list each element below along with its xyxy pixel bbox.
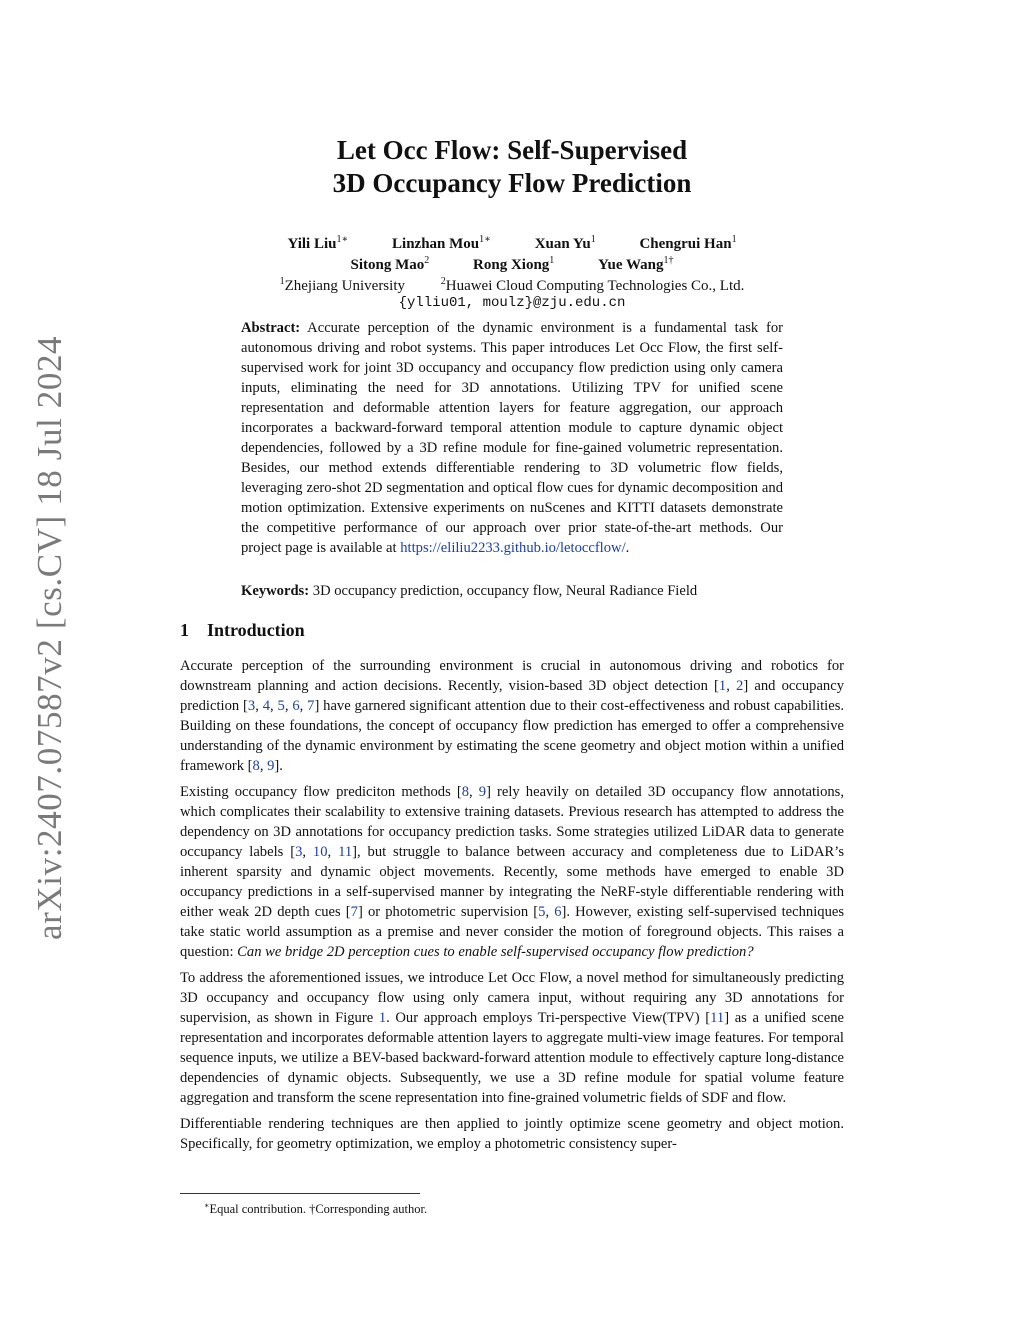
abstract: Abstract: Accurate perception of the dynamic environment is a fundamental task for autonomous driving and robot systems. This paper introduces Let Occ Flow, the first self-supervised work for joint 3D occupancy and occupancy flow prediction using only camera inputs, eliminating the need for 3D annotations. Utilizing TPV for unified scene representation and deformable attention layers for feature aggregation, our approach incorporates a backward-forward temporal attention module to capture dynamic object dependencies, followed by a 3D refine module for fine-gained volumetric representation. Besides, our method extends differentiable rendering to 3D volumetric flow fields, leveraging zero-shot 2D segmentation and optical flow cues for dynamic decomposition and motion optimization. Extensive experiments on nuScenes and KITTI datasets demonstrate the competitive performance of our approach over prior state-of-the-art methods. Our project page is available at https://eliliu2233.github.io/letoccflow/. (241, 320, 783, 556)
citation-link[interactable]: 2 (736, 678, 744, 694)
text-run: ] have garnered significant attention due to their cost-effectiveness and robust capabilities. Building on these foundations, the concept of occupancy flow prediction has emerged to offer a comprehensive understanding of the dynamic environment by estimating the scene geometry and object motion within a unified framework [ (180, 698, 845, 774)
text-run: ] rely heavily on detailed 3D occupancy flow annotations, which complicates their scalability to extensive training datasets. Previous research has attempted to address the dependency on 3D annotations for occupancy prediction tasks. Some strategies utilized LiDAR data to generate occupancy labels [ (180, 784, 845, 860)
affiliation-line (180, 271, 844, 292)
author: Linzhan Mou$^{1∗}$ (392, 234, 491, 252)
text-run: ]. However, existing self-supervised techniques take static world assumption as a premise and never consider the motion of foreground objects. This raises a question: (180, 904, 845, 960)
keywords (241, 581, 801, 601)
citation-link[interactable]: 10 (312, 844, 328, 860)
text-run: . Our approach employs Tri-perspective View(TPV) [ (386, 1010, 711, 1026)
citation-link[interactable]: 6 (554, 904, 562, 920)
citation-link[interactable]: 1 (718, 678, 727, 694)
text-run: ] as a unified scene representation and incorporates deformable attention layers to aggregate multi-view image features. For temporal sequence inputs, we utilize a BEV-based backward-forward attention module to effectively capture long-distance dependencies of dynamic objects. Subsequently, we use a 3D refine module for spatial volume feature aggregation and transform the scene representation into fine-grained volumetric fields of SDF and flow. (180, 1010, 844, 1106)
text-run: Accurate perception of the surrounding environment is crucial in autonomous driving and robotics for downstream planning and action decisions. Recently, vision-based 3D object detection [ (180, 658, 844, 694)
text-run: To address the aforementioned issues, we introduce Let Occ Flow, a novel method for simultaneously predicting 3D occupancy and occupancy flow using only camera input, without requiring any 3D annotations for supervision, as shown in Figure (180, 970, 844, 1026)
citation-link[interactable]: 7 (307, 698, 315, 714)
footnote: ∗Equal contribution. †Corresponding author. (204, 1201, 428, 1217)
text-run: , (302, 844, 313, 860)
citation-link[interactable]: 7 (350, 904, 358, 920)
abstract-label: Abstract: (241, 320, 301, 336)
section-number: 1 (180, 620, 189, 640)
introduction-body (180, 656, 844, 1160)
citation-link[interactable]: 3 (247, 698, 256, 714)
author: Xuan Yu$^1$ (534, 234, 596, 252)
text-run: , (545, 904, 555, 920)
citation-link[interactable]: 8 (252, 758, 260, 774)
paragraph (180, 968, 844, 1108)
citation-link[interactable]: 9 (478, 784, 487, 800)
section-title: Introduction (207, 620, 305, 640)
text-run: , (726, 678, 737, 694)
citation-link[interactable]: 3 (295, 844, 303, 860)
citation-link[interactable]: 5 (277, 698, 285, 714)
text-run: Differentiable rendering techniques are then applied to jointly optimize scene geometry and object motion. Specifically, for geometry optimization, we employ a photometric consistency super- (180, 1116, 844, 1152)
title-line-2: 3D Occupancy Flow Prediction (332, 168, 692, 198)
text-run: ] and occupancy prediction [ (180, 678, 844, 714)
text-run: , (469, 784, 479, 800)
text-run: , (284, 698, 293, 714)
citation-link[interactable]: 8 (461, 784, 470, 800)
citation-link[interactable]: 5 (538, 904, 546, 920)
footnote-rule (180, 1193, 420, 1194)
paragraph (180, 656, 844, 776)
paper-title (180, 134, 844, 200)
italic-question: Can we bridge 2D perception cues to enable self-supervised occupancy flow prediction? (237, 944, 754, 960)
citation-link[interactable]: 6 (292, 698, 300, 714)
citation-link[interactable]: 11 (710, 1010, 725, 1026)
author: Sitong Mao$^2$ (350, 255, 430, 273)
text-run: ]. (274, 758, 283, 774)
keywords-label: Keywords: (241, 583, 310, 599)
author-line-1 (180, 229, 844, 250)
citation-link[interactable]: 4 (262, 698, 270, 714)
citation-link[interactable]: 9 (267, 758, 275, 774)
citation-link[interactable]: 1 (378, 1010, 387, 1026)
text-run: ] or photometric supervision [ (357, 904, 539, 920)
citation-link[interactable]: 11 (338, 844, 353, 860)
text-run: , (327, 844, 339, 860)
text-run: , (270, 698, 278, 714)
text-run: , (299, 698, 308, 714)
author: Yue Wang$^{1\dagger}$ (598, 255, 674, 273)
affiliation: $^2$Huawei Cloud Computing Technologies Co., Ltd. (440, 276, 745, 294)
email-line (180, 292, 844, 313)
author: Chengrui Han$^1$ (639, 234, 737, 252)
text-run: Existing occupancy flow prediciton methods [ (180, 784, 462, 800)
project-page-link[interactable]: https://eliliu2233.github.io/letoccflow/ (400, 540, 626, 556)
section-heading (180, 620, 305, 641)
arxiv-identifier: arXiv:2407.07587v2 [cs.CV] 18 Jul 2024 (30, 335, 69, 940)
author: Yili Liu$^{1∗}$ (287, 234, 349, 252)
paragraph (180, 1114, 844, 1154)
author-block (180, 229, 844, 313)
text-run: , (255, 698, 263, 714)
author: Rong Xiong$^1$ (473, 255, 555, 273)
author-line-2 (180, 250, 844, 271)
text-run: , (259, 758, 268, 774)
text-run: ], but struggle to balance between accuracy and completeness due to LiDAR’s inherent sparsity and dynamic object movements. Recently, some methods have emerged to enable 3D occupancy predictions in a self-supervised manner by integrating the NeRF-style differentiable rendering with either weak 2D depth cues [ (180, 844, 845, 920)
affiliation: $^1$Zhejiang University (279, 276, 405, 294)
title-line-1: Let Occ Flow: Self-Supervised (336, 135, 688, 165)
abstract-text: Accurate perception of the dynamic environment is a fundamental task for autonomous driving and robot systems. This paper introduces Let Occ Flow, the first self-supervised work for joint 3D occupancy and occupancy flow prediction using only camera inputs, eliminating the need for 3D annotations. Utilizing TPV for unified scene representation and deformable attention layers for feature aggregation, our approach incorporates a backward-forward temporal attention module to capture dynamic object dependencies, followed by a 3D refine module for fine-gained volumetric representation. Besides, our method extends differentiable rendering to 3D volumetric flow fields, leveraging zero-shot 2D segmentation and optical flow cues for dynamic decomposition and motion optimization. Extensive experiments on nuScenes and KITTI datasets demonstrate the competitive performance of our approach over prior state-of-the-art methods. Our project page is available at (241, 320, 783, 556)
paragraph (180, 782, 844, 962)
author-email: {ylliu01, moulz}@zju.edu.cn (398, 295, 626, 311)
keywords-text: 3D occupancy prediction, occupancy flow, Neural Radiance Field (312, 583, 698, 599)
